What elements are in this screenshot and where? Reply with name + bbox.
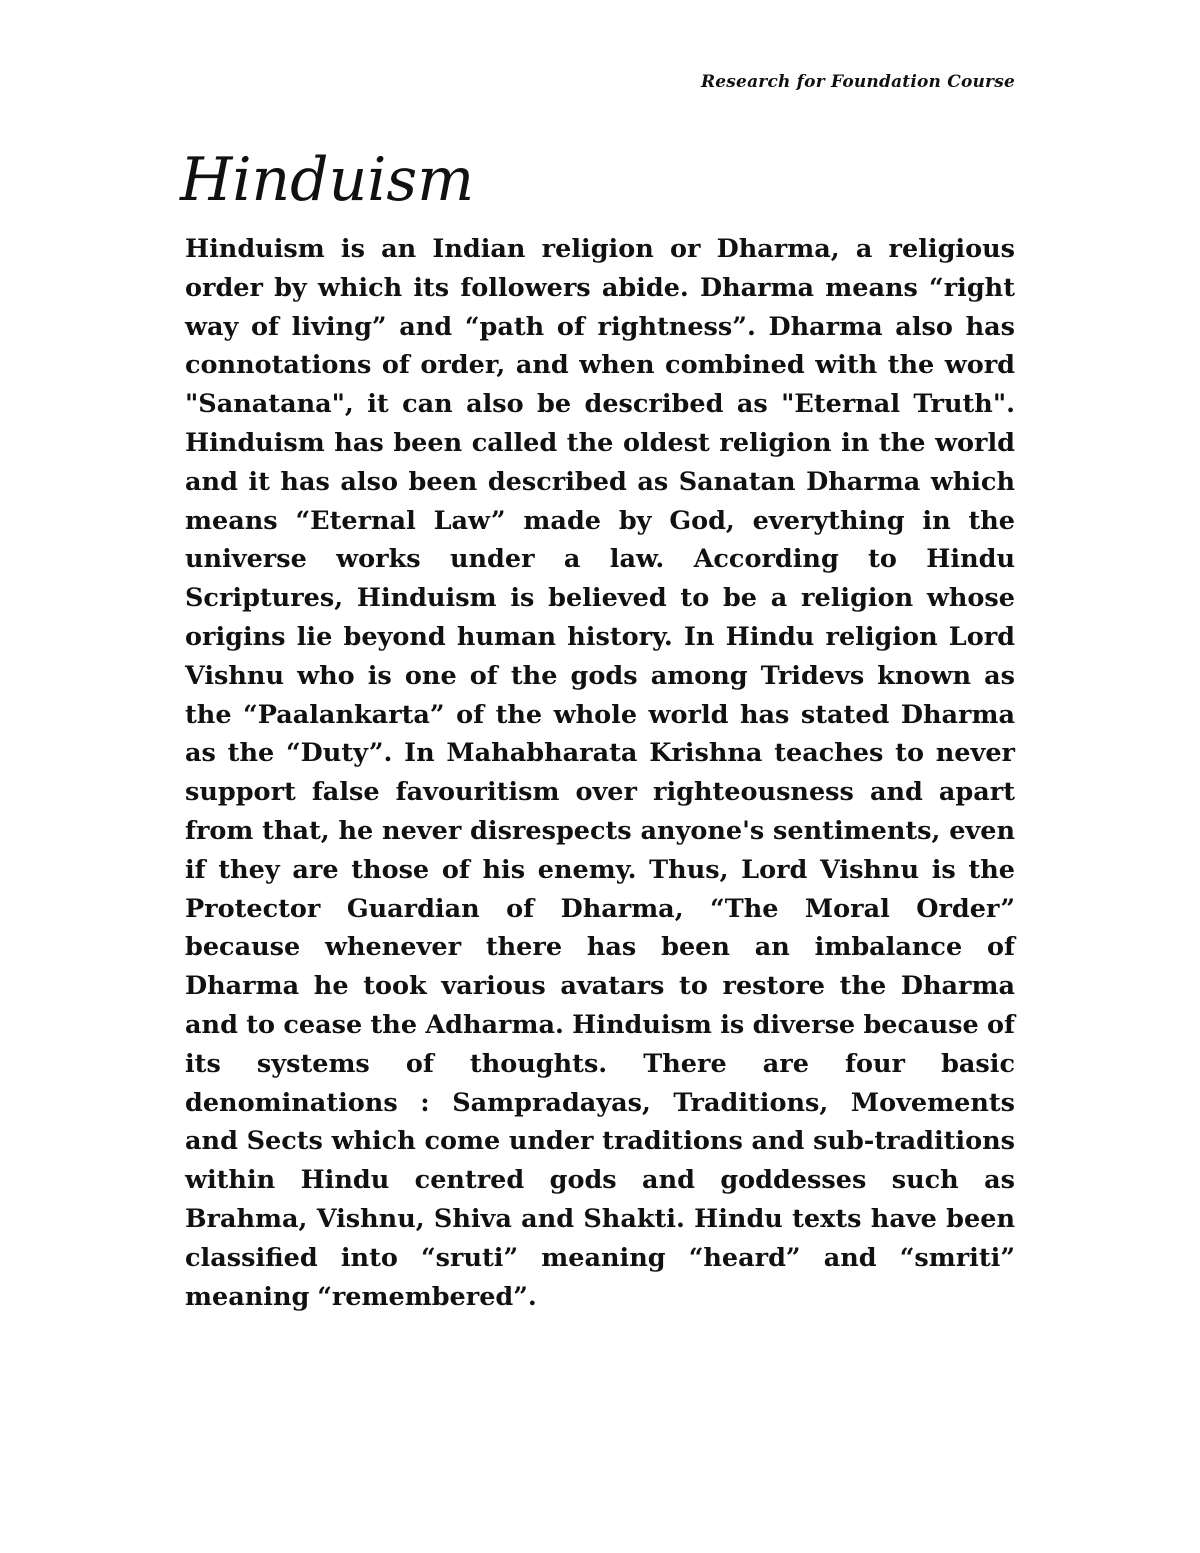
page-title: Hinduism bbox=[180, 145, 475, 215]
body-paragraph: Hinduism is an Indian religion or Dharma, a religious order by which its followers abide. Dharma means “right way of living” and “path of rightness”. Dharma also has connotations of order, and when combined with the word "Sanatana", it can also be described as "Eternal Truth". Hinduism has been called the oldest religion in the world and it has also been described as Sanatan Dharma which means “Eternal Law” made by God, everything in the universe works under a law. According to Hindu Scriptures, Hinduism is believed to be a religion whose origins lie beyond human history. In Hindu religion Lord Vishnu who is one of the gods among Tridevs known as the “Paalankarta” of the whole world has stated Dharma as the “Duty”. In Mahabharata Krishna teaches to never support false favouritism over righteousness and apart from that, he never disrespects anyone's sentiments, even if they are those of his enemy. Thus, Lord Vishnu is the Protector Guardian of Dharma, “The Moral Order” because whenever there has been an imbalance of Dharma he took various avatars to restore the Dharma and to cease the Adharma. Hinduism is diverse because of its systems of thoughts. There are four basic denominations : Sampradayas, Traditions, Movements and Sects which come under traditions and sub-traditions within Hindu centred gods and goddesses such as Brahma, Vishnu, Shiva and Shakti. Hindu texts have been classified into “sruti” meaning “heard” and “smriti” meaning “remembered”. bbox=[185, 234, 1015, 1312]
running-header: Research for Foundation Course bbox=[700, 72, 1015, 92]
